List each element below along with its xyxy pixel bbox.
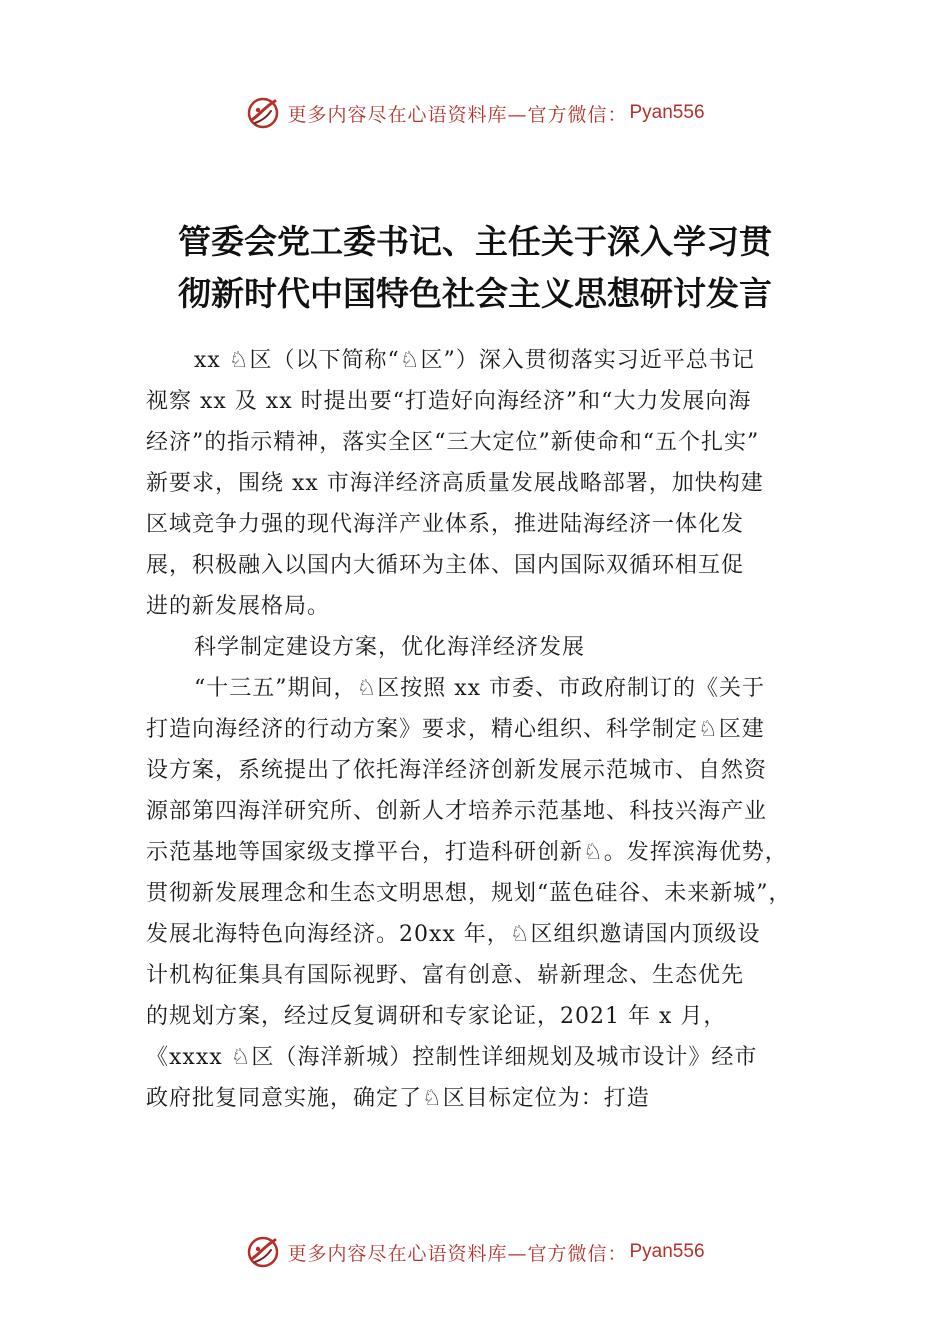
body-line: “十三五”期间，♘区按照 xx 市委、市政府制订的《关于 — [194, 676, 766, 701]
body-line: 视察 xx 及 xx 时提出要“打造好向海经济”和“大力发展向海 — [146, 389, 752, 414]
header-banner — [0, 93, 950, 133]
section-heading: 科学制定建设方案，优化海洋经济发展 — [194, 635, 586, 660]
body-line: 《xxxx ♘区（海洋新城）控制性详细规划及城市设计》经市 — [146, 1045, 758, 1070]
body-line: 发展北海特色向海经济。20xx 年，♘区组织邀请国内顶级设 — [146, 922, 761, 947]
body-line: 源部第四海洋研究所、创新人才培养示范基地、科技兴海产业 — [146, 799, 768, 824]
body-line: 新要求，围绕 xx 市海洋经济高质量发展战略部署，加快构建 — [146, 471, 764, 496]
body-line: 打造向海经济的行动方案》要求，精心组织、科学制定♘区建 — [146, 717, 765, 742]
body-line: 设方案，系统提出了依托海洋经济创新发展示范城市、自然资 — [146, 758, 768, 783]
body-line: 进的新发展格局。 — [146, 594, 331, 619]
body-line: 经济”的指示精神，落实全区“三大定位”新使命和“五个扎实” — [146, 430, 760, 455]
body-line: 的规划方案，经过反复调研和专家论证，2021 年 x 月， — [146, 1004, 727, 1029]
body-line: 展，积极融入以国内大循环为主体、国内国际双循环相互促 — [146, 553, 745, 578]
body-line: 贯彻新发展理念和生态文明思想，规划“蓝色硅谷、未来新城”， — [146, 881, 792, 906]
footer-banner — [0, 1232, 950, 1272]
body-line: xx ♘区（以下简称“♘区”）深入贯彻落实习近平总书记 — [194, 348, 755, 373]
title-line-1: 管委会党工委书记、主任关于深入学习贯 — [178, 222, 772, 261]
brush-logo-icon — [245, 95, 281, 131]
footer-text: 更多内容尽在心语资料库—官方微信： — [287, 1242, 628, 1265]
body-line: 政府批复同意实施，确定了♘区目标定位为：打造 — [146, 1086, 650, 1111]
document-title — [100, 216, 850, 320]
header-text: 更多内容尽在心语资料库—官方微信： — [287, 103, 628, 126]
title-line-2: 彻新时代中国特色社会主义思想研讨发言 — [178, 274, 772, 313]
header-wechat-id: Pyan556 — [629, 102, 705, 123]
footer-wechat-id: Pyan556 — [629, 1241, 705, 1262]
body-line: 示范基地等国家级支撑平台，打造科研创新♘。发挥滨海优势， — [146, 840, 788, 865]
body-line: 计机构征集具有国际视野、富有创意、崭新理念、生态优先 — [146, 963, 745, 988]
document-body — [146, 340, 811, 1119]
brush-logo-icon — [245, 1234, 281, 1270]
body-line: 区域竞争力强的现代海洋产业体系，推进陆海经济一体化发 — [146, 512, 745, 537]
